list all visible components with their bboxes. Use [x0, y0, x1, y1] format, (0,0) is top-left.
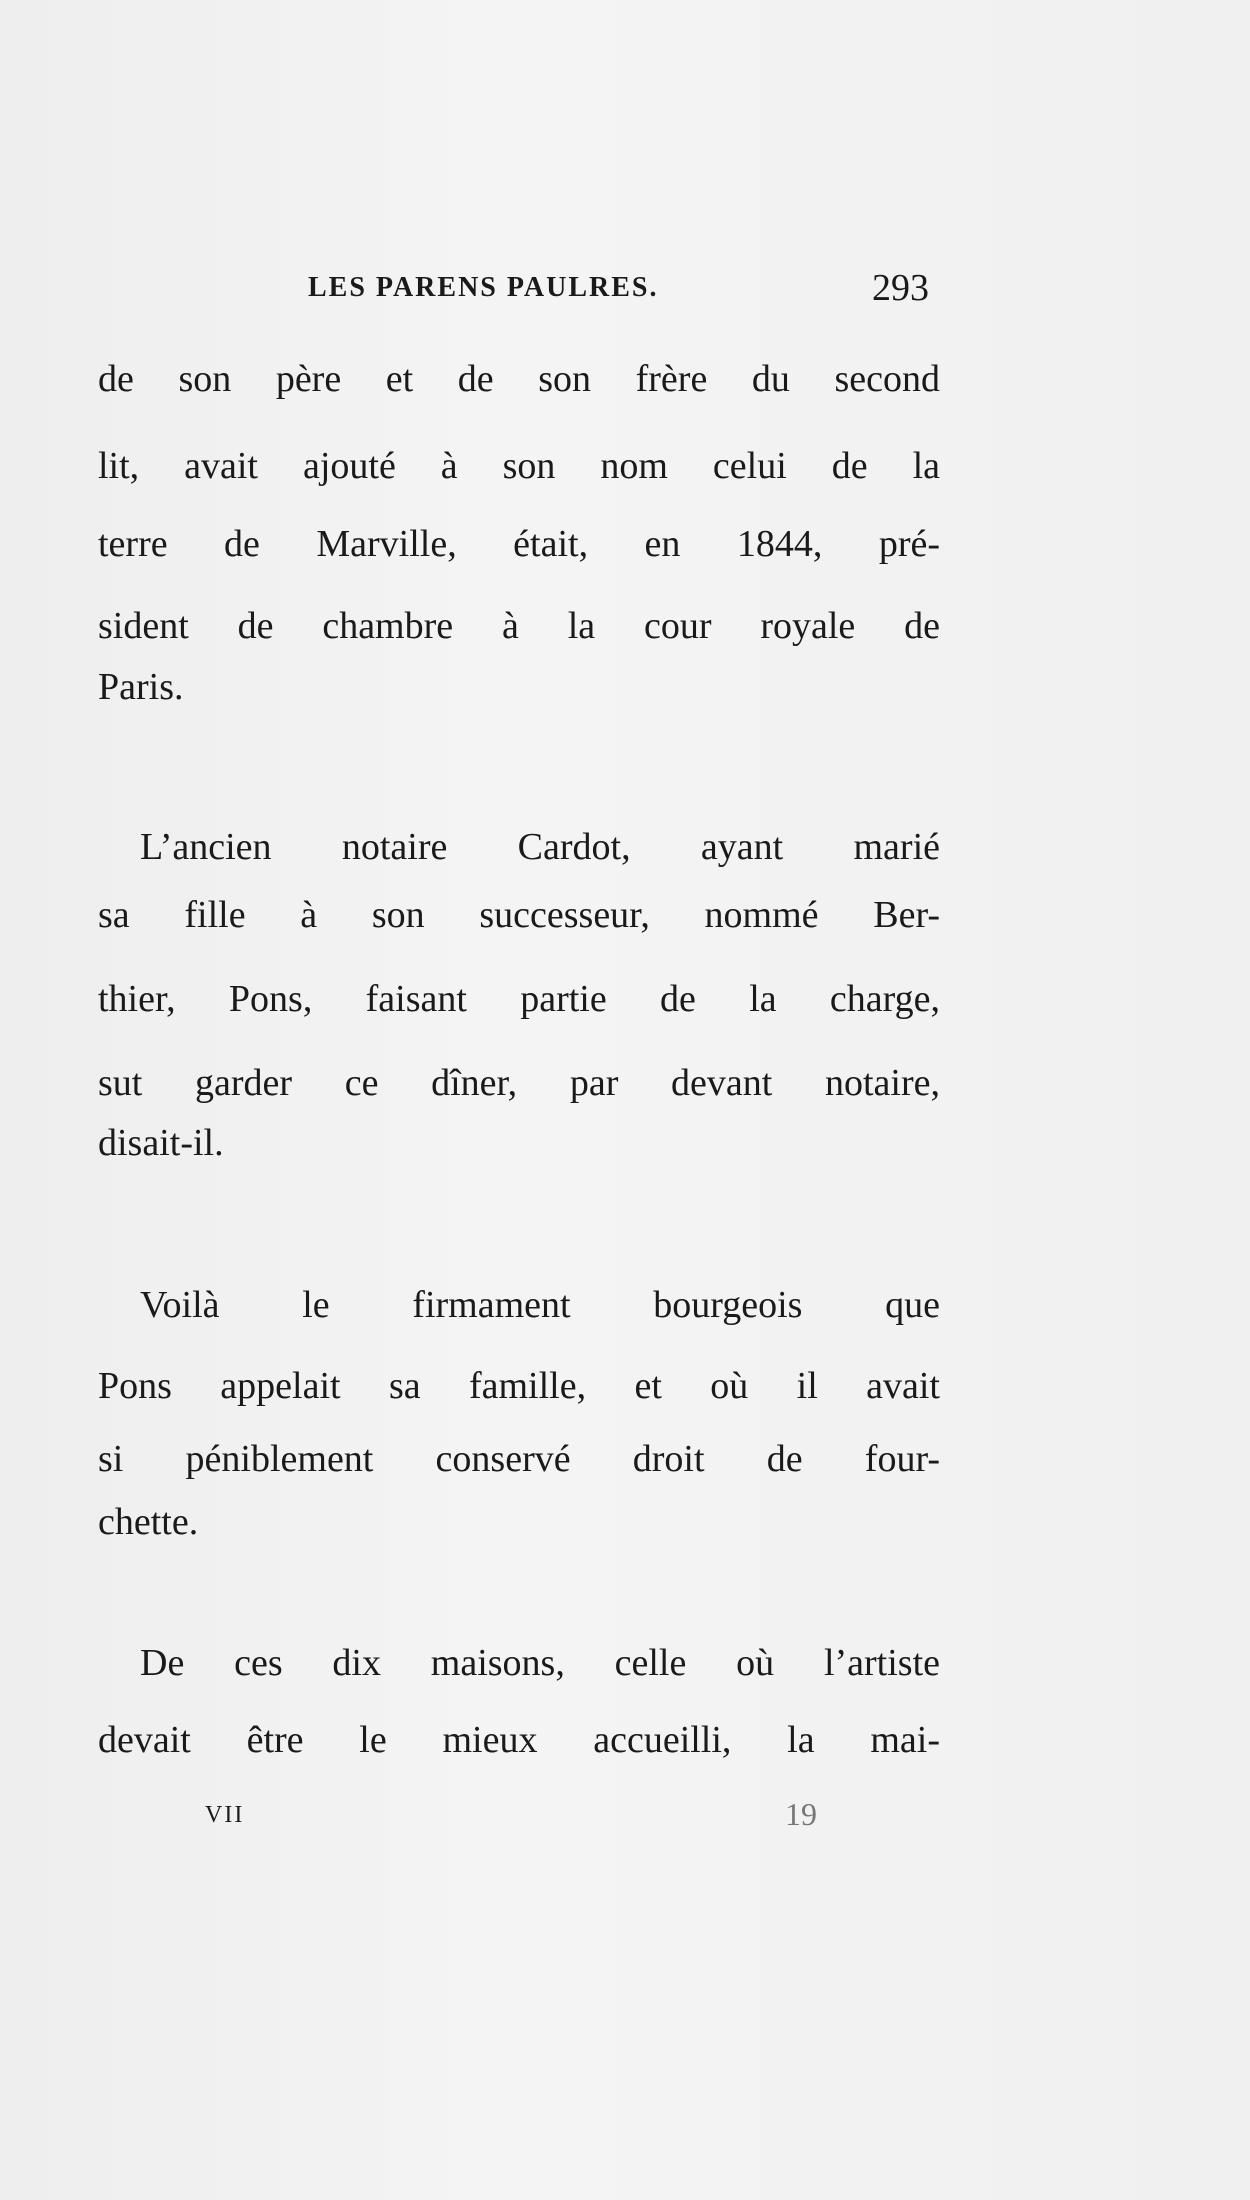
running-title: LES PARENS PAULRES. — [308, 272, 659, 303]
text-line: chette. — [98, 1501, 199, 1543]
text-line: Voilà le firmament bourgeois que — [140, 1284, 940, 1326]
text-line: lit, avait ajouté à son nom celui de la — [98, 445, 940, 487]
text-line: sa fille à son successeur, nommé Ber- — [98, 894, 940, 936]
text-line: Paris. — [98, 666, 184, 708]
text-line: sut garder ce dîner, par devant notaire, — [98, 1062, 940, 1104]
text-line: De ces dix maisons, celle où l’artiste — [140, 1642, 940, 1684]
text-line: disait-il. — [98, 1122, 224, 1164]
text-line: terre de Marville, était, en 1844, pré- — [98, 523, 940, 565]
page-number: 293 — [872, 267, 929, 309]
text-line: Pons appelait sa famille, et où il avait — [98, 1365, 940, 1407]
text-line: devait être le mieux accueilli, la mai- — [98, 1719, 940, 1761]
signature-mark: VII — [205, 1802, 245, 1828]
text-line: thier, Pons, faisant partie de la charge, — [98, 978, 940, 1020]
text-line: L’ancien notaire Cardot, ayant marié — [140, 826, 940, 868]
text-line: de son père et de son frère du second — [98, 358, 940, 400]
signature-number: 19 — [785, 1796, 817, 1832]
text-line: sident de chambre à la cour royale de — [98, 605, 940, 647]
text-line: si péniblement conservé droit de four- — [98, 1438, 940, 1480]
